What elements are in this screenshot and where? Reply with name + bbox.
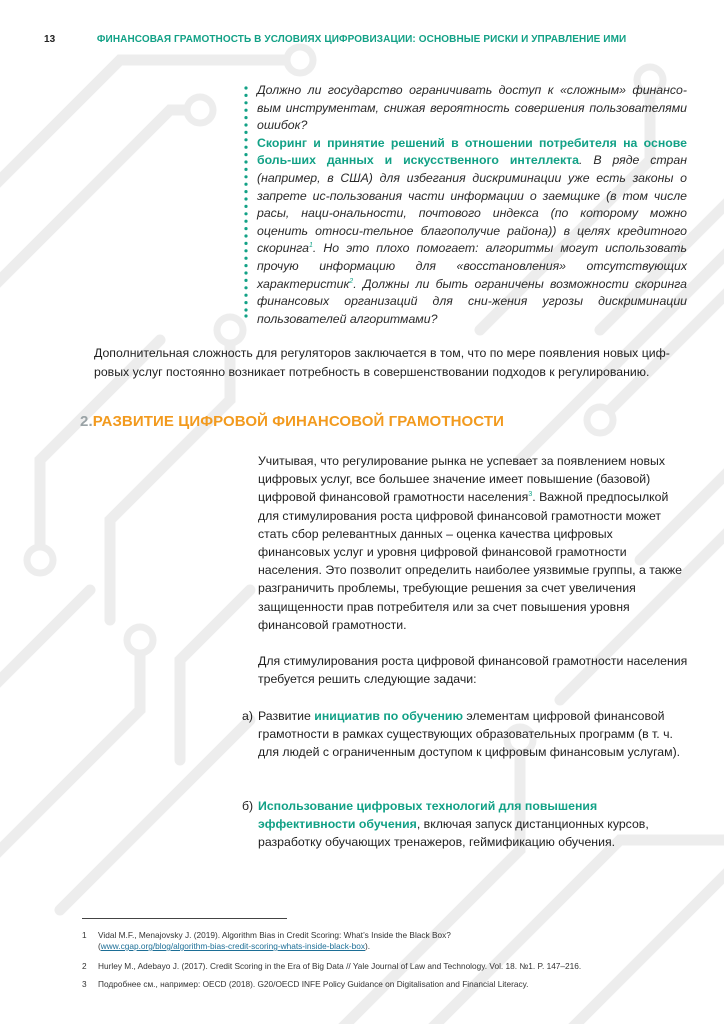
footnote-divider <box>82 918 287 919</box>
body-paragraph-2: Для стимулирования роста цифровой финансовой грамотности населения требуется решить следующие задачи: <box>258 654 688 687</box>
section-heading <box>80 413 504 430</box>
footnote: 2 Hurley M., Adebayo J. (2017). Credit Scoring in the Era of Big Data // Yale Journal of Law and Technology. Vol. 18. №1. P. 147–216. <box>82 961 582 971</box>
list-marker: а) <box>242 709 253 723</box>
quote-scoring: Скоринг и принятие решений в отношении потребителя на основе боль-ших данных и искусственного интеллекта. В ряде стран (например, в США) для избегания дискриминации уже есть законы о запрете ис-пользования части информации о заемщике (в том числе расы, наци-ональности, почтового индекса (по которому можно оценить относи-тельное благополучие района)) в целях кредитного скоринга$^1$. Но это плохо помогает: алгоритмы могут использовать прочую информацию для «восстановления» отсутствующих характеристик$^2$. Должны ли быть ограничены возможности скоринга финансовых организаций для сни-жения угрозы дискриминации пользователей алгоритмами? <box>257 135 687 326</box>
section-body <box>258 452 688 706</box>
task-highlight: Использование цифровых технологий для повышения эффективности обучения <box>258 799 598 832</box>
list-marker: б) <box>242 799 254 813</box>
footnote: 1 Vidal M.F., Menajovsky J. (2019). Algorithm Bias in Credit Scoring: What’s Inside the Black Box? (www.cgap.org/blog/algorithm-bias-credit-scoring-whats-inside-black-box). <box>82 930 451 951</box>
running-title: ФИНАНСОВАЯ ГРАМОТНОСТЬ В УСЛОВИЯХ ЦИФРОВИЗАЦИИ: ОСНОВНЫЕ РИСКИ И УПРАВЛЕНИЕ ИМИ <box>96 34 627 45</box>
intro-paragraph: Дополнительная сложность для регуляторов заключается в том, что по мере появления новых циф-ровых услуг постоянно возникает потребность в совершенствовании подходов к регулированию. <box>94 346 670 379</box>
dotted-vertical-rule <box>244 86 248 318</box>
list-item: а) Развитие инициатив по обучению элементам цифровой финансовой грамотности в рамках существующих образовательных программ (в т. ч. для людей с ограниченным доступом к цифровым финансовым услугам). <box>242 709 681 760</box>
running-header <box>44 34 684 45</box>
quote-question: Должно ли государство ограничивать доступ к «сложным» финансо-вым инструментам, снижая вероятность совершения пользователями ошибок? <box>257 83 687 133</box>
section-number: 2. <box>80 413 93 430</box>
footnote: 3 Подробнее см., например: OECD (2018). G20/OECD INFE Policy Guidance on Digitalisation and Financial Literacy. <box>82 979 529 989</box>
section-title: РАЗВИТИЕ ЦИФРОВОЙ ФИНАНСОВОЙ ГРАМОТНОСТИ <box>92 413 504 430</box>
footnote-ref-1[interactable]: 1 <box>309 242 313 250</box>
footnote-ref-2[interactable]: 2 <box>349 277 354 285</box>
scoring-heading: Скоринг и принятие решений в отношении потребителя на основе боль-ших данных и искусственного интеллекта <box>257 135 687 168</box>
page-number: 13 <box>44 34 56 45</box>
task-highlight: инициатив по обучению <box>314 709 463 723</box>
footnote-link[interactable]: www.cgap.org/blog/algorithm-bias-credit-scoring-whats-inside-black-box <box>100 941 365 951</box>
body-paragraph-1: Учитывая, что регулирование рынка не успевает за появлением новых цифровых услуг, все большее значение имеет повышение (базовой) цифровой финансовой грамотности населения$^3$. Важной предпосылкой для стимулирования роста цифровой финансовой грамотности может стать сбор релевантных данных – оценка качества цифровых финансовых услуг и уровня цифровой финансовой грамотности населения. Это позволит определить наиболее уязвимые группы, а также разграничить проблемы, требующие решения за счет увеличения защищенности прав потребителя или за счет повышения уровня финансовой грамотности. <box>258 454 683 632</box>
quote-block <box>257 82 687 328</box>
footnote-ref-3[interactable]: 3 <box>528 491 533 499</box>
list-item: б) Использование цифровых технологий для повышения эффективности обучения, включая запуск дистанционных курсов, разработку обучающих тренажеров, геймификацию обучения. <box>242 799 649 850</box>
